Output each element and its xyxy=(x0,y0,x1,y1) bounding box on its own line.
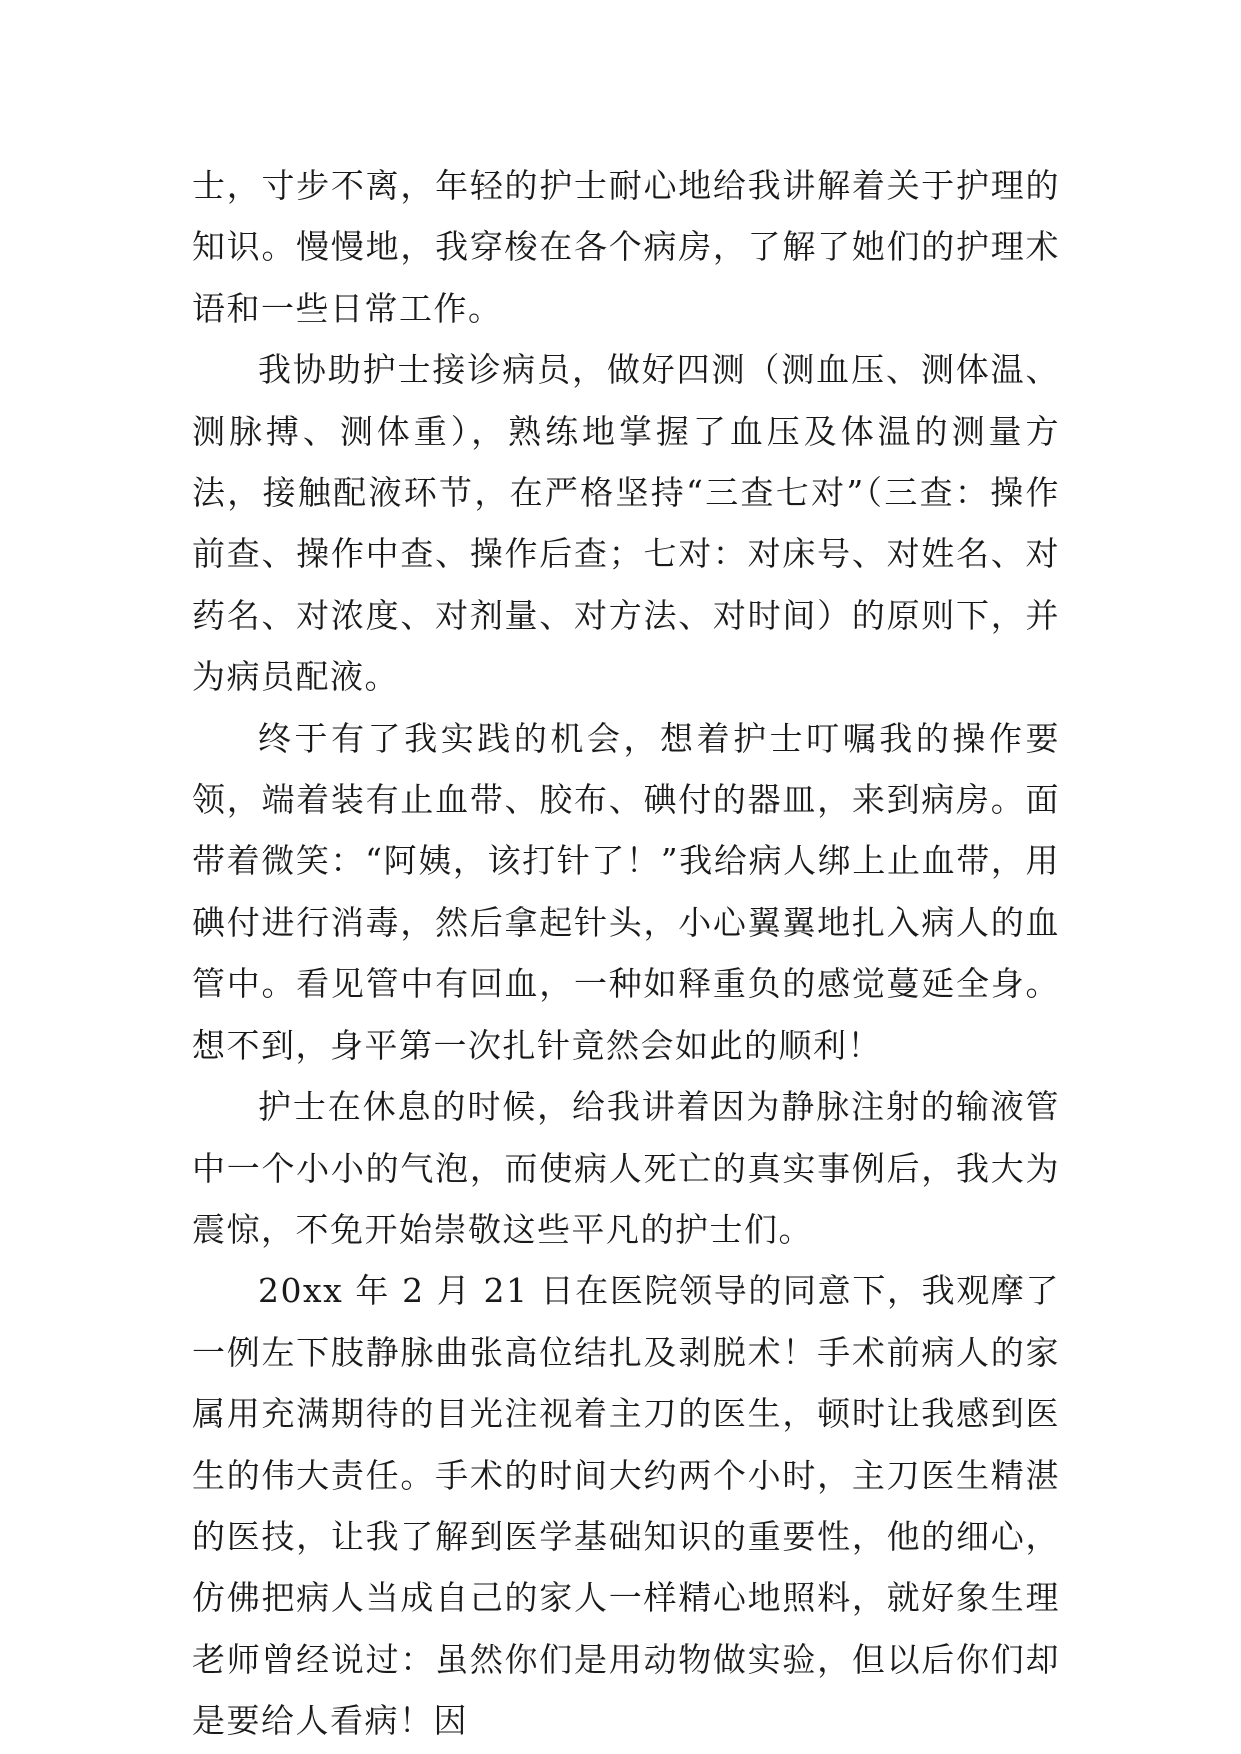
paragraph-1: 士，寸步不离，年轻的护士耐心地给我讲解着关于护理的知识。慢慢地，我穿梭在各个病房，了解了她们的护理术语和一些日常工作。 xyxy=(192,166,1060,328)
paragraph-3: 终于有了我实践的机会，想着护士叮嘱我的操作要领，端着装有止血带、胶布、碘付的器皿，来到病房。面带着微笑：“阿姨，该打针了！”我给病人绑上止血带，用碘付进行消毒，然后拿起针头，小心翼翼地扎入病人的血管中。看见管中有回血，一种如释重负的感觉蔓延全身。想不到，身平第一次扎针竟然会如此的顺利！ xyxy=(192,718,1060,1065)
paragraph-4: 护士在休息的时候，给我讲着因为静脉注射的输液管中一个小小的气泡，而使病人死亡的真实事例后，我大为震惊，不免开始崇敬这些平凡的护士们。 xyxy=(192,1087,1060,1249)
paragraph-2: 我协助护士接诊病员，做好四测（测血压、测体温、测脉搏、测体重），熟练地掌握了血压及体温的测量方法，接触配液环节，在严格坚持“三查七对”（三查：操作前查、操作中查、操作后查；七对：对床号、对姓名、对药名、对浓度、对剂量、对方法、对时间）的原则下，并为病员配液。 xyxy=(192,350,1060,697)
paragraph-5: 20xx 年 2 月 21 日在医院领导的同意下，我观摩了一例左下肢静脉曲张高位结扎及剥脱术！手术前病人的家属用充满期待的目光注视着主刀的医生，顿时让我感到医生的伟大责任。手术的时间大约两个小时，主刀医生精湛的医技，让我了解到医学基础知识的重要性，他的细心，仿佛把病人当成自己的家人一样精心地照料，就好象生理老师曾经说过：虽然你们是用动物做实验，但以后你们却是要给人看病！因 xyxy=(192,1271,1060,1741)
document-body xyxy=(192,155,1060,1752)
